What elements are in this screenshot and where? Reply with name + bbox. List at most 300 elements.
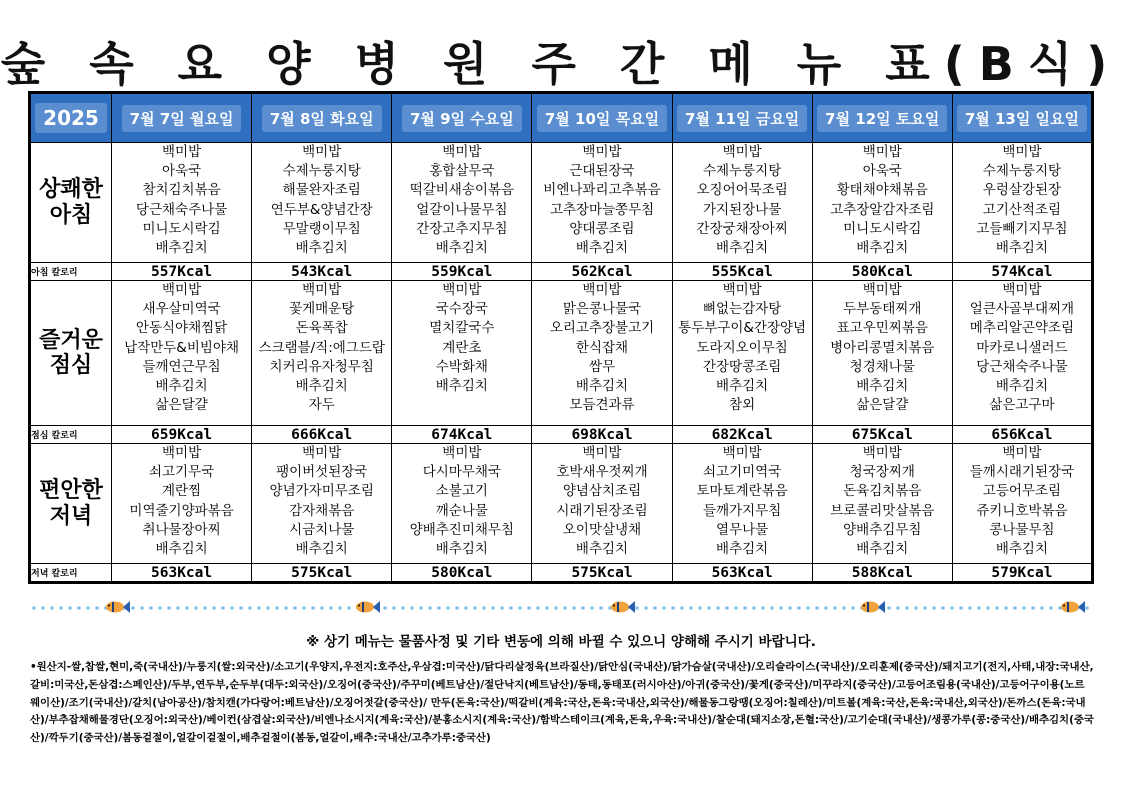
menu-item: 양념가자미무조림 bbox=[269, 483, 374, 500]
menu-item: 당근채숙주나물 bbox=[135, 201, 228, 218]
bubble-dot bbox=[32, 606, 36, 610]
menu-item: 토마토계란볶음 bbox=[696, 483, 788, 500]
menu-item: 비엔나꽈리고추볶음 bbox=[543, 182, 661, 199]
menu-item: 브로콜리맛살볶음 bbox=[830, 502, 935, 519]
bubble-dot bbox=[770, 606, 774, 610]
bubble-dot bbox=[968, 606, 972, 610]
menu-item: 오리고추장불고기 bbox=[549, 320, 655, 337]
menu-item: 들깨가지무침 bbox=[703, 502, 782, 519]
bubble-dot bbox=[257, 606, 261, 610]
menu-item: 백미밥 bbox=[162, 445, 202, 461]
menu-item: 배추김치 bbox=[716, 541, 769, 558]
bubble-dot bbox=[284, 606, 288, 610]
menu-item: 시래기된장조림 bbox=[556, 502, 648, 519]
menu-item: 배추김치 bbox=[435, 240, 488, 257]
menu-item: 병아리콩멸치볶음 bbox=[830, 339, 935, 356]
menu-cell bbox=[392, 444, 532, 564]
menu-item: 뼈없는감자탕 bbox=[703, 301, 782, 318]
menu-item: 양배추김무침 bbox=[843, 521, 922, 538]
menu-item: 수제누룽지탕 bbox=[982, 163, 1062, 180]
menu-item: 해물완자조림 bbox=[282, 182, 361, 199]
menu-item: 참치김치볶음 bbox=[142, 182, 221, 199]
menu-item: 수제누룽지탕 bbox=[703, 163, 782, 180]
menu-item: 미역줄기양파볶음 bbox=[129, 502, 234, 519]
bubble-dot bbox=[959, 606, 963, 610]
menu-cell bbox=[812, 444, 952, 564]
menu-item: 백미밥 bbox=[862, 445, 902, 461]
day-header bbox=[392, 93, 532, 143]
bubble-dot bbox=[995, 606, 999, 610]
bubble-dot bbox=[734, 606, 738, 610]
calorie-value: 574Kcal bbox=[952, 263, 1092, 281]
menu-item: 백미밥 bbox=[722, 144, 762, 160]
bubble-dot bbox=[329, 606, 333, 610]
menu-item: 꽃게매운탕 bbox=[289, 301, 355, 318]
menu-item: 시금치나물 bbox=[289, 521, 355, 538]
bubble-dot bbox=[743, 606, 747, 610]
calorie-value: 580Kcal bbox=[392, 564, 532, 583]
fish-icon bbox=[611, 601, 635, 613]
bubble-dot bbox=[563, 606, 567, 610]
menu-item: 쌈무 bbox=[588, 358, 616, 375]
day-label: 7월 13일 일요일 bbox=[957, 105, 1087, 132]
bubble-dot bbox=[518, 606, 522, 610]
fish-icon bbox=[1061, 601, 1085, 613]
bubble-dot bbox=[545, 606, 549, 610]
day-label: 7월 7일 월요일 bbox=[122, 105, 242, 132]
bubble-dot bbox=[950, 606, 954, 610]
bubble-dot bbox=[851, 606, 855, 610]
menu-item: 한식잡채 bbox=[575, 339, 629, 356]
bubble-dot bbox=[914, 606, 918, 610]
bubble-dot bbox=[527, 606, 531, 610]
bubble-dot bbox=[392, 606, 396, 610]
calorie-label: 점심 칼로리 bbox=[30, 426, 112, 444]
bubble-dot bbox=[644, 606, 648, 610]
menu-item: 배추김치 bbox=[995, 240, 1048, 257]
menu-item: 황태채야채볶음 bbox=[836, 182, 928, 199]
menu-item: 백미밥 bbox=[1002, 445, 1042, 461]
menu-item: 삶은고구마 bbox=[989, 397, 1055, 414]
menu-item: 들깨시래기된장국 bbox=[969, 464, 1075, 481]
bubble-dot bbox=[941, 606, 945, 610]
bubble-dot bbox=[662, 606, 666, 610]
bubble-dot bbox=[761, 606, 765, 610]
menu-item: 배추김치 bbox=[716, 240, 769, 257]
day-header bbox=[672, 93, 812, 143]
menu-cell bbox=[112, 281, 252, 426]
bubble-dot bbox=[419, 606, 423, 610]
calorie-row bbox=[30, 426, 1093, 444]
bubble-dot bbox=[41, 606, 45, 610]
bubble-dot bbox=[725, 606, 729, 610]
meal-label-line: 편안한 bbox=[39, 478, 103, 504]
menu-item: 고등어무조림 bbox=[982, 483, 1062, 500]
year-header bbox=[30, 93, 112, 143]
menu-item: 두부동태찌개 bbox=[843, 301, 922, 318]
menu-item: 양배추진미채무침 bbox=[409, 521, 515, 538]
bubble-dot bbox=[482, 606, 486, 610]
meal-label bbox=[30, 281, 112, 426]
bubble-dot bbox=[149, 606, 153, 610]
menu-item: 배추김치 bbox=[995, 541, 1048, 558]
bubble-dot bbox=[536, 606, 540, 610]
menu-item: 배추김치 bbox=[155, 240, 208, 257]
bubble-dot bbox=[896, 606, 900, 610]
calorie-value: 559Kcal bbox=[392, 263, 532, 281]
day-label: 7월 12일 토요일 bbox=[817, 105, 947, 132]
bubble-dot bbox=[203, 606, 207, 610]
menu-item: 메추리알곤약조림 bbox=[969, 320, 1075, 337]
bubble-dot bbox=[986, 606, 990, 610]
menu-item: 양념삼치조림 bbox=[562, 483, 642, 500]
bubble-dot bbox=[239, 606, 243, 610]
bubble-dot bbox=[275, 606, 279, 610]
bubble-dot bbox=[248, 606, 252, 610]
menu-item: 수박화채 bbox=[435, 358, 488, 375]
bubble-dot bbox=[194, 606, 198, 610]
menu-cell bbox=[812, 143, 952, 263]
menu-item: 백미밥 bbox=[442, 144, 482, 160]
year-label: 2025 bbox=[35, 103, 107, 133]
menu-item: 아욱국 bbox=[862, 163, 902, 180]
menu-item: 삶은달걀 bbox=[155, 397, 208, 414]
calorie-value: 555Kcal bbox=[672, 263, 812, 281]
bubble-dot bbox=[842, 606, 846, 610]
bubble-dot bbox=[338, 606, 342, 610]
menu-item: 고기산적조림 bbox=[982, 201, 1062, 218]
menu-item: 백미밥 bbox=[582, 144, 622, 160]
menu-item: 백미밥 bbox=[582, 282, 622, 298]
menu-cell bbox=[952, 444, 1092, 564]
calorie-value: 563Kcal bbox=[672, 564, 812, 583]
bubble-dot bbox=[788, 606, 792, 610]
menu-item: 근대된장국 bbox=[569, 163, 635, 180]
day-label: 7월 11일 금요일 bbox=[677, 105, 807, 132]
bubble-dot bbox=[806, 606, 810, 610]
menu-item: 떡갈비새송이볶음 bbox=[409, 182, 515, 199]
menu-item: 배추김치 bbox=[155, 541, 208, 558]
menu-item: 새우살미역국 bbox=[142, 301, 221, 318]
bubble-dot bbox=[68, 606, 72, 610]
menu-cell bbox=[392, 281, 532, 426]
bubble-dot bbox=[752, 606, 756, 610]
bubble-dot bbox=[50, 606, 54, 610]
menu-item: 백미밥 bbox=[862, 144, 902, 160]
menu-item: 쥬키니호박볶음 bbox=[976, 502, 1068, 519]
menu-item: 오징어어묵조림 bbox=[696, 182, 788, 199]
bubble-dot bbox=[977, 606, 981, 610]
bubble-dot bbox=[464, 606, 468, 610]
menu-item: 돈육폭찹 bbox=[295, 320, 348, 337]
meal-label bbox=[30, 143, 112, 263]
header-row bbox=[30, 93, 1093, 143]
menu-item: 배추김치 bbox=[435, 378, 488, 395]
menu-cell bbox=[952, 281, 1092, 426]
menu-item: 배추김치 bbox=[435, 541, 488, 558]
menu-item: 백미밥 bbox=[442, 445, 482, 461]
menu-item: 계란초 bbox=[442, 339, 482, 356]
menu-cell bbox=[252, 444, 392, 564]
bubble-dot bbox=[905, 606, 909, 610]
menu-item: 홍합살무국 bbox=[429, 163, 495, 180]
menu-cell bbox=[392, 143, 532, 263]
menu-item: 배추김치 bbox=[856, 378, 909, 395]
bubble-dot bbox=[158, 606, 162, 610]
menu-item: 백미밥 bbox=[302, 144, 342, 160]
menu-item: 맑은콩나물국 bbox=[562, 301, 642, 318]
menu-item: 안동식야채찜닭 bbox=[135, 320, 228, 337]
menu-item: 삶은달걀 bbox=[856, 397, 909, 414]
bubble-dot bbox=[932, 606, 936, 610]
day-header bbox=[532, 93, 672, 143]
bubble-dot bbox=[428, 606, 432, 610]
bubble-dot bbox=[1022, 606, 1026, 610]
day-header bbox=[112, 93, 252, 143]
menu-cell bbox=[532, 444, 672, 564]
menu-item: 통두부구이&간장양념 bbox=[678, 320, 807, 337]
menu-item: 표고우민찌볶음 bbox=[836, 320, 928, 337]
menu-item: 백미밥 bbox=[442, 282, 482, 298]
calorie-label: 아침 칼로리 bbox=[30, 263, 112, 281]
menu-item: 납작만두&비빔야채 bbox=[124, 339, 239, 356]
meal-label bbox=[30, 444, 112, 564]
bubble-dot bbox=[500, 606, 504, 610]
calorie-label: 저녁 칼로리 bbox=[30, 564, 112, 583]
bubble-dot bbox=[131, 606, 135, 610]
menu-item: 팽이버섯된장국 bbox=[276, 464, 368, 481]
bubble-dot bbox=[176, 606, 180, 610]
menu-item: 스크램블/직:에그드랍 bbox=[258, 339, 385, 356]
bubble-dot bbox=[698, 606, 702, 610]
menu-item: 수제누룽지탕 bbox=[282, 163, 361, 180]
calorie-value: 543Kcal bbox=[252, 263, 392, 281]
menu-item: 연두부&양념간장 bbox=[270, 201, 373, 218]
meal-row bbox=[30, 143, 1093, 263]
bubble-dot bbox=[455, 606, 459, 610]
menu-item: 백미밥 bbox=[582, 445, 622, 461]
menu-item: 배추김치 bbox=[856, 541, 909, 558]
meal-label-line: 점심 bbox=[49, 353, 93, 378]
bubble-dot bbox=[581, 606, 585, 610]
calorie-value: 579Kcal bbox=[952, 564, 1092, 583]
bubble-dot bbox=[572, 606, 576, 610]
bubble-dot bbox=[140, 606, 144, 610]
menu-item: 고들빼기지무침 bbox=[976, 220, 1068, 237]
menu-cell bbox=[112, 444, 252, 564]
calorie-value: 562Kcal bbox=[532, 263, 672, 281]
menu-item: 양대콩조림 bbox=[569, 220, 635, 237]
menu-item: 다시마무채국 bbox=[422, 464, 501, 481]
day-label: 7월 10일 목요일 bbox=[537, 105, 667, 132]
bubble-dot bbox=[347, 606, 351, 610]
menu-cell bbox=[672, 143, 812, 263]
menu-item: 배추김치 bbox=[155, 378, 208, 395]
menu-item: 치커리유자청무침 bbox=[269, 358, 374, 375]
menu-item: 고추장알감자조림 bbox=[830, 201, 935, 218]
calorie-value: 580Kcal bbox=[812, 263, 952, 281]
menu-item: 얼큰사골부대찌개 bbox=[969, 301, 1075, 318]
menu-item: 미니도시락김 bbox=[142, 220, 221, 237]
menu-item: 백미밥 bbox=[302, 445, 342, 461]
menu-item: 백미밥 bbox=[162, 144, 202, 160]
calorie-row bbox=[30, 564, 1093, 583]
menu-item: 백미밥 bbox=[1002, 144, 1042, 160]
menu-item: 백미밥 bbox=[1002, 282, 1042, 298]
bubble-dot bbox=[167, 606, 171, 610]
bubble-dot bbox=[680, 606, 684, 610]
bubble-dot bbox=[653, 606, 657, 610]
menu-item: 간장고추지무침 bbox=[416, 220, 508, 237]
menu-item: 백미밥 bbox=[162, 282, 202, 298]
bubble-divider bbox=[30, 600, 1092, 614]
calorie-value: 656Kcal bbox=[952, 426, 1092, 444]
menu-item: 백미밥 bbox=[302, 282, 342, 298]
menu-item: 백미밥 bbox=[862, 282, 902, 298]
menu-item: 열무나물 bbox=[716, 521, 769, 538]
notice-text: ※ 상기 메뉴는 물품사정 및 기타 변동에 의해 바뀔 수 있으니 양해해 주시기 바랍니다. bbox=[306, 634, 816, 650]
bubble-dot bbox=[509, 606, 513, 610]
menu-item: 콩나물무침 bbox=[989, 521, 1055, 538]
bubble-dot bbox=[293, 606, 297, 610]
menu-item: 배추김치 bbox=[575, 541, 629, 558]
bubble-dot bbox=[707, 606, 711, 610]
menu-item: 가지된장나물 bbox=[703, 201, 782, 218]
bubble-dot bbox=[815, 606, 819, 610]
bubble-dot bbox=[383, 606, 387, 610]
day-header bbox=[812, 93, 952, 143]
bubble-dot bbox=[446, 606, 450, 610]
menu-item: 국수장국 bbox=[435, 301, 488, 318]
day-header bbox=[952, 93, 1092, 143]
fish-icon bbox=[106, 601, 130, 613]
menu-cell bbox=[952, 143, 1092, 263]
bubble-dot bbox=[266, 606, 270, 610]
fish-icon bbox=[356, 601, 380, 613]
calorie-value: 682Kcal bbox=[672, 426, 812, 444]
bubble-dot bbox=[221, 606, 225, 610]
bubble-dot bbox=[833, 606, 837, 610]
origin-info: •원산지-쌀,찹쌀,현미,죽(국내산)/누룽지(쌀:외국산)/소고기(우양지,우전지:호주산,우삼겹:미국산)/닭다리살정육(브라질산)/닭안심(국내산)/닭가슴살(국내산)/오리슬라이스(국내산)/오리훈제(중국산)/돼지고기(전지,사태,내장:국내산,갈비:미국산,돈삼겹:스페인산)/두부,연두부,순두부(대두:외국산)/오징어(중국산)/주꾸미(베트남산)/절단낙지(베트남산)/동태,동태포(러시아산)/아귀(중국산)/꽃게(중국산)/미꾸라지(중국산)/고등어조림용(국내산)/고등어구이용(노르웨이산)/조기(국내산)/갈치(남아공산)/참치캔(가다랑어:베트남산)/오징어젓갈(중국산)/ 만두(돈육:국산)/떡갈비(계육:국산,돈육:국내산,외국산)/해물동그랑땡(오징어:칠레산)/미트볼(계육:국산,돈육:국내산,외국산)/돈까스(돈육:국내산)/부추잡채해물경단(오징어:외국산)/베이컨(삼겹살:외국산)/비엔나소시지(계육:국산)/분홍소시지(계육:국산)/함박스테이크(계육,돈육,우육:국내산)/찰순대(돼지소장,돈혈:국산)/고기순대(국내산)/생콩가루(콩:중국산)/배추김치(중국산)/깍두기(중국산)/봄동겉절이,얼갈이겉절이,배추겉절이(봄동,얼갈이,배추:국내산/고추가루:중국산) bbox=[30, 661, 1094, 745]
calorie-value: 698Kcal bbox=[532, 426, 672, 444]
calorie-value: 674Kcal bbox=[392, 426, 532, 444]
calorie-value: 557Kcal bbox=[112, 263, 252, 281]
menu-item: 쇠고기무국 bbox=[148, 464, 215, 481]
weekly-menu-table bbox=[28, 91, 1094, 584]
bubble-dot bbox=[212, 606, 216, 610]
menu-cell bbox=[532, 143, 672, 263]
day-label: 7월 9일 수요일 bbox=[402, 105, 522, 132]
bubble-dot bbox=[59, 606, 63, 610]
page-title: 숲 속 요 양 병 원 주 간 메 뉴 표(B식) bbox=[0, 37, 1122, 91]
bubble-dot bbox=[1040, 606, 1044, 610]
menu-item: 무말랭이무침 bbox=[282, 220, 361, 237]
menu-item: 자두 bbox=[308, 397, 335, 414]
meal-label-line: 아침 bbox=[49, 202, 93, 228]
bubble-dot bbox=[1004, 606, 1008, 610]
menu-item: 간장궁채장아찌 bbox=[696, 220, 788, 237]
meal-row bbox=[30, 444, 1093, 564]
menu-item: 도라지오이무침 bbox=[696, 339, 788, 356]
menu-item: 우렁살강된장 bbox=[982, 182, 1062, 199]
bubble-dot bbox=[716, 606, 720, 610]
menu-item: 쇠고기미역국 bbox=[703, 464, 782, 481]
meal-label-line: 저녁 bbox=[49, 503, 93, 529]
menu-item: 백미밥 bbox=[722, 282, 762, 298]
bubble-dot bbox=[230, 606, 234, 610]
menu-cell bbox=[672, 444, 812, 564]
menu-item: 돈육김치볶음 bbox=[843, 483, 922, 500]
calorie-value: 675Kcal bbox=[812, 426, 952, 444]
menu-cell bbox=[252, 143, 392, 263]
bubble-dot bbox=[185, 606, 189, 610]
bubble-dot bbox=[95, 606, 99, 610]
bubble-dot bbox=[671, 606, 675, 610]
menu-item: 참외 bbox=[729, 397, 756, 414]
bubble-dot bbox=[887, 606, 891, 610]
bubble-dot bbox=[320, 606, 324, 610]
menu-item: 배추김치 bbox=[716, 378, 769, 395]
bubble-dot bbox=[1013, 606, 1017, 610]
menu-item: 배추김치 bbox=[995, 378, 1048, 395]
calorie-value: 563Kcal bbox=[112, 564, 252, 583]
menu-item: 고추장마늘쫑무침 bbox=[549, 201, 655, 218]
calorie-row bbox=[30, 263, 1093, 281]
meal-row bbox=[30, 281, 1093, 426]
bubble-dot bbox=[473, 606, 477, 610]
bubble-dot bbox=[635, 606, 639, 610]
bubble-dot bbox=[77, 606, 81, 610]
menu-item: 청경채나물 bbox=[849, 358, 915, 375]
menu-cell bbox=[812, 281, 952, 426]
menu-item: 당근채숙주나물 bbox=[976, 358, 1068, 375]
menu-cell bbox=[672, 281, 812, 426]
menu-item: 아욱국 bbox=[162, 163, 202, 180]
bubble-dot bbox=[1049, 606, 1053, 610]
bubble-dot bbox=[437, 606, 441, 610]
bubble-dot bbox=[1085, 606, 1089, 610]
calorie-value: 575Kcal bbox=[532, 564, 672, 583]
menu-item: 소불고기 bbox=[435, 483, 488, 500]
bubble-dot bbox=[302, 606, 306, 610]
menu-item: 배추김치 bbox=[575, 240, 629, 257]
bubble-dot bbox=[554, 606, 558, 610]
menu-item: 감자채볶음 bbox=[289, 502, 355, 519]
bubble-dot bbox=[86, 606, 90, 610]
calorie-value: 666Kcal bbox=[252, 426, 392, 444]
menu-item: 배추김치 bbox=[295, 541, 348, 558]
meal-label-line: 즐거운 bbox=[39, 327, 103, 353]
calorie-value: 659Kcal bbox=[112, 426, 252, 444]
bubble-dot bbox=[797, 606, 801, 610]
menu-item: 얼갈이나물무침 bbox=[416, 201, 508, 218]
menu-cell bbox=[532, 281, 672, 426]
menu-item: 배추김치 bbox=[295, 240, 348, 257]
menu-item: 깨순나물 bbox=[435, 502, 488, 519]
menu-item: 배추김치 bbox=[856, 240, 909, 257]
bubble-dot bbox=[599, 606, 603, 610]
bubble-dot bbox=[923, 606, 927, 610]
menu-item: 미니도시락김 bbox=[843, 220, 922, 237]
day-label: 7월 8일 화요일 bbox=[262, 105, 382, 132]
menu-item: 배추김치 bbox=[295, 378, 348, 395]
menu-item: 호박새우젓찌개 bbox=[556, 464, 648, 481]
menu-item: 마카로니샐러드 bbox=[976, 339, 1068, 356]
bubble-dot bbox=[401, 606, 405, 610]
bubble-dot bbox=[1031, 606, 1035, 610]
menu-item: 백미밥 bbox=[722, 445, 762, 461]
day-header bbox=[252, 93, 392, 143]
